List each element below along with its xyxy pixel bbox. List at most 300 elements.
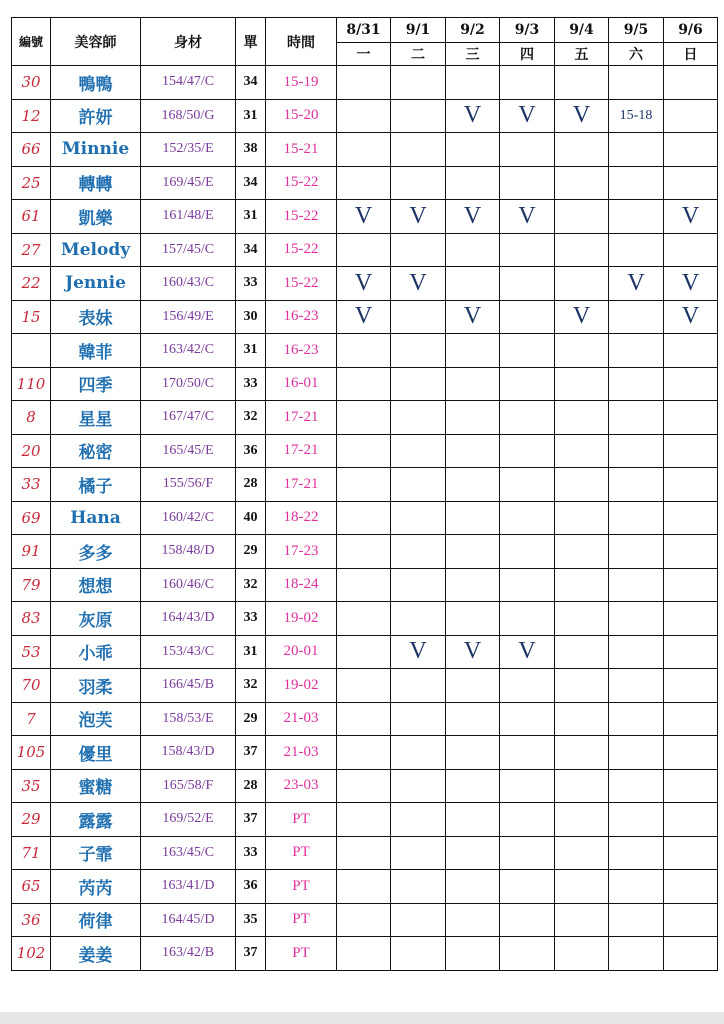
row-time: 15-22 bbox=[266, 200, 337, 234]
header-date: 8/31 bbox=[337, 18, 391, 43]
header-name: 美容師 bbox=[51, 18, 141, 66]
day-cell bbox=[391, 334, 446, 368]
row-time: 23-03 bbox=[266, 769, 337, 803]
day-cell bbox=[664, 602, 718, 636]
row-name: 許妍 bbox=[51, 99, 141, 133]
table-row bbox=[12, 736, 718, 770]
header-date: 9/3 bbox=[500, 18, 555, 43]
table-row bbox=[12, 769, 718, 803]
day-cell: V bbox=[446, 300, 500, 334]
day-cell bbox=[664, 334, 718, 368]
day-cell bbox=[609, 434, 664, 468]
row-id: 105 bbox=[12, 736, 51, 770]
day-cell bbox=[337, 99, 391, 133]
header-weekday: 日 bbox=[664, 43, 718, 66]
row-id: 102 bbox=[12, 937, 51, 971]
row-id: 110 bbox=[12, 367, 51, 401]
day-cell: V bbox=[555, 300, 609, 334]
table-row bbox=[12, 836, 718, 870]
day-cell bbox=[609, 635, 664, 669]
day-cell bbox=[446, 434, 500, 468]
day-cell bbox=[664, 937, 718, 971]
day-cell bbox=[337, 133, 391, 167]
header-weekday: 六 bbox=[609, 43, 664, 66]
day-cell bbox=[555, 836, 609, 870]
table-row bbox=[12, 870, 718, 904]
row-time: 18-22 bbox=[266, 501, 337, 535]
row-unit: 37 bbox=[236, 937, 266, 971]
day-cell: V bbox=[391, 200, 446, 234]
day-cell bbox=[609, 367, 664, 401]
day-cell bbox=[609, 836, 664, 870]
row-id: 83 bbox=[12, 602, 51, 636]
day-cell bbox=[500, 401, 555, 435]
table-row bbox=[12, 602, 718, 636]
day-cell bbox=[391, 401, 446, 435]
row-unit: 32 bbox=[236, 669, 266, 703]
row-id: 66 bbox=[12, 133, 51, 167]
day-cell bbox=[500, 267, 555, 301]
day-cell bbox=[337, 669, 391, 703]
day-cell bbox=[664, 635, 718, 669]
day-cell: V bbox=[555, 99, 609, 133]
row-id: 33 bbox=[12, 468, 51, 502]
day-cell bbox=[555, 501, 609, 535]
row-id: 70 bbox=[12, 669, 51, 703]
day-cell bbox=[555, 166, 609, 200]
day-cell bbox=[337, 334, 391, 368]
table-row bbox=[12, 300, 718, 334]
row-unit: 34 bbox=[236, 66, 266, 100]
day-cell bbox=[446, 535, 500, 569]
header-weekday: 三 bbox=[446, 43, 500, 66]
day-cell bbox=[337, 535, 391, 569]
day-cell: V bbox=[446, 200, 500, 234]
day-cell bbox=[555, 267, 609, 301]
header-id: 編號 bbox=[12, 18, 51, 66]
day-cell bbox=[500, 568, 555, 602]
header-date: 9/1 bbox=[391, 18, 446, 43]
day-cell bbox=[555, 200, 609, 234]
day-cell bbox=[664, 803, 718, 837]
row-unit: 37 bbox=[236, 736, 266, 770]
day-cell bbox=[500, 736, 555, 770]
row-unit: 38 bbox=[236, 133, 266, 167]
row-body: 163/45/C bbox=[141, 836, 236, 870]
row-body: 165/45/E bbox=[141, 434, 236, 468]
header-unit: 單 bbox=[236, 18, 266, 66]
table-header bbox=[12, 18, 718, 66]
row-id: 8 bbox=[12, 401, 51, 435]
row-name: 子霏 bbox=[51, 836, 141, 870]
day-cell bbox=[500, 803, 555, 837]
row-body: 160/46/C bbox=[141, 568, 236, 602]
day-cell bbox=[446, 267, 500, 301]
row-time: 17-21 bbox=[266, 434, 337, 468]
day-cell bbox=[500, 937, 555, 971]
row-id: 25 bbox=[12, 166, 51, 200]
day-cell bbox=[555, 803, 609, 837]
day-cell bbox=[446, 803, 500, 837]
row-body: 154/47/C bbox=[141, 66, 236, 100]
row-body: 158/48/D bbox=[141, 535, 236, 569]
row-unit: 36 bbox=[236, 434, 266, 468]
day-cell bbox=[446, 937, 500, 971]
row-body: 165/58/F bbox=[141, 769, 236, 803]
table-row bbox=[12, 200, 718, 234]
table-row bbox=[12, 937, 718, 971]
day-cell bbox=[500, 602, 555, 636]
row-unit: 33 bbox=[236, 367, 266, 401]
table-row bbox=[12, 99, 718, 133]
row-time: 20-01 bbox=[266, 635, 337, 669]
day-cell bbox=[446, 66, 500, 100]
day-cell bbox=[664, 434, 718, 468]
table-row bbox=[12, 803, 718, 837]
day-cell bbox=[555, 367, 609, 401]
row-body: 161/48/E bbox=[141, 200, 236, 234]
day-cell bbox=[500, 367, 555, 401]
table-row bbox=[12, 501, 718, 535]
row-id: 30 bbox=[12, 66, 51, 100]
day-cell bbox=[337, 870, 391, 904]
day-cell bbox=[391, 133, 446, 167]
day-cell bbox=[609, 300, 664, 334]
row-time: 21-03 bbox=[266, 702, 337, 736]
day-cell bbox=[664, 367, 718, 401]
row-unit: 29 bbox=[236, 702, 266, 736]
day-cell bbox=[609, 200, 664, 234]
day-cell bbox=[391, 602, 446, 636]
row-name: 想想 bbox=[51, 568, 141, 602]
day-cell bbox=[664, 568, 718, 602]
day-cell bbox=[391, 535, 446, 569]
row-body: 169/52/E bbox=[141, 803, 236, 837]
row-unit: 31 bbox=[236, 635, 266, 669]
row-id: 29 bbox=[12, 803, 51, 837]
day-cell bbox=[609, 133, 664, 167]
row-time: 17-21 bbox=[266, 401, 337, 435]
day-cell: V bbox=[500, 635, 555, 669]
row-id: 12 bbox=[12, 99, 51, 133]
day-cell: V bbox=[664, 267, 718, 301]
day-cell bbox=[391, 434, 446, 468]
row-time: 16-01 bbox=[266, 367, 337, 401]
table-row bbox=[12, 702, 718, 736]
day-cell bbox=[664, 401, 718, 435]
day-cell bbox=[391, 300, 446, 334]
day-cell bbox=[664, 870, 718, 904]
day-cell bbox=[337, 937, 391, 971]
day-cell bbox=[500, 300, 555, 334]
day-cell bbox=[337, 568, 391, 602]
row-body: 170/50/C bbox=[141, 367, 236, 401]
day-cell bbox=[337, 401, 391, 435]
day-cell bbox=[664, 736, 718, 770]
day-cell: V bbox=[664, 200, 718, 234]
day-cell bbox=[555, 401, 609, 435]
header-weekday: 一 bbox=[337, 43, 391, 66]
row-unit: 35 bbox=[236, 903, 266, 937]
day-cell bbox=[446, 602, 500, 636]
day-cell bbox=[609, 769, 664, 803]
row-name: Hana bbox=[51, 501, 141, 535]
day-cell bbox=[446, 903, 500, 937]
day-cell bbox=[391, 769, 446, 803]
row-body: 169/45/E bbox=[141, 166, 236, 200]
day-cell bbox=[609, 602, 664, 636]
day-cell: V bbox=[391, 267, 446, 301]
day-cell bbox=[337, 468, 391, 502]
row-body: 156/49/E bbox=[141, 300, 236, 334]
day-cell bbox=[446, 769, 500, 803]
row-time: 15-22 bbox=[266, 166, 337, 200]
row-unit: 40 bbox=[236, 501, 266, 535]
day-cell bbox=[391, 166, 446, 200]
row-time: PT bbox=[266, 937, 337, 971]
row-id: 91 bbox=[12, 535, 51, 569]
day-cell bbox=[500, 434, 555, 468]
row-unit: 31 bbox=[236, 200, 266, 234]
row-id: 7 bbox=[12, 702, 51, 736]
row-body: 166/45/B bbox=[141, 669, 236, 703]
table-row bbox=[12, 468, 718, 502]
row-body: 164/43/D bbox=[141, 602, 236, 636]
day-cell bbox=[664, 535, 718, 569]
day-cell bbox=[391, 367, 446, 401]
day-cell bbox=[446, 669, 500, 703]
day-cell bbox=[609, 501, 664, 535]
row-id: 22 bbox=[12, 267, 51, 301]
row-id: 79 bbox=[12, 568, 51, 602]
table-row bbox=[12, 635, 718, 669]
day-cell: 15-18 bbox=[609, 99, 664, 133]
row-unit: 30 bbox=[236, 300, 266, 334]
day-cell: V bbox=[500, 99, 555, 133]
day-cell bbox=[555, 535, 609, 569]
row-id: 69 bbox=[12, 501, 51, 535]
day-cell bbox=[500, 535, 555, 569]
day-cell bbox=[446, 501, 500, 535]
row-name: 小乖 bbox=[51, 635, 141, 669]
row-time: 19-02 bbox=[266, 669, 337, 703]
day-cell bbox=[446, 166, 500, 200]
day-cell bbox=[555, 769, 609, 803]
row-time: PT bbox=[266, 803, 337, 837]
row-id: 27 bbox=[12, 233, 51, 267]
day-cell bbox=[664, 669, 718, 703]
row-name: 四季 bbox=[51, 367, 141, 401]
day-cell bbox=[664, 66, 718, 100]
day-cell bbox=[337, 166, 391, 200]
table-row bbox=[12, 367, 718, 401]
day-cell: V bbox=[446, 635, 500, 669]
row-name: 橘子 bbox=[51, 468, 141, 502]
day-cell bbox=[555, 133, 609, 167]
table-body bbox=[12, 66, 718, 971]
row-name: Melody bbox=[51, 233, 141, 267]
day-cell bbox=[337, 367, 391, 401]
day-cell bbox=[609, 468, 664, 502]
day-cell bbox=[337, 903, 391, 937]
row-name: Minnie bbox=[51, 133, 141, 167]
table-row bbox=[12, 66, 718, 100]
row-time: 19-02 bbox=[266, 602, 337, 636]
table-row bbox=[12, 133, 718, 167]
table-row bbox=[12, 568, 718, 602]
row-name: 多多 bbox=[51, 535, 141, 569]
day-cell: V bbox=[337, 300, 391, 334]
day-cell bbox=[391, 836, 446, 870]
day-cell bbox=[609, 736, 664, 770]
row-id: 53 bbox=[12, 635, 51, 669]
row-body: 168/50/G bbox=[141, 99, 236, 133]
row-unit: 32 bbox=[236, 568, 266, 602]
header-weekday: 五 bbox=[555, 43, 609, 66]
day-cell bbox=[500, 769, 555, 803]
day-cell bbox=[446, 233, 500, 267]
row-name: 星星 bbox=[51, 401, 141, 435]
day-cell bbox=[391, 937, 446, 971]
row-name: 泡芙 bbox=[51, 702, 141, 736]
day-cell bbox=[446, 334, 500, 368]
day-cell bbox=[664, 836, 718, 870]
row-body: 152/35/E bbox=[141, 133, 236, 167]
day-cell bbox=[609, 401, 664, 435]
day-cell bbox=[555, 702, 609, 736]
day-cell bbox=[446, 736, 500, 770]
row-body: 163/41/D bbox=[141, 870, 236, 904]
row-name: 秘密 bbox=[51, 434, 141, 468]
day-cell bbox=[446, 468, 500, 502]
row-id: 71 bbox=[12, 836, 51, 870]
day-cell bbox=[664, 468, 718, 502]
day-cell bbox=[500, 669, 555, 703]
row-body: 158/43/D bbox=[141, 736, 236, 770]
row-time: 15-20 bbox=[266, 99, 337, 133]
header-body: 身材 bbox=[141, 18, 236, 66]
day-cell bbox=[500, 166, 555, 200]
row-name: 灰原 bbox=[51, 602, 141, 636]
row-name: 轉轉 bbox=[51, 166, 141, 200]
header-weekday: 二 bbox=[391, 43, 446, 66]
row-unit: 34 bbox=[236, 233, 266, 267]
row-unit: 33 bbox=[236, 267, 266, 301]
row-id: 35 bbox=[12, 769, 51, 803]
day-cell bbox=[337, 702, 391, 736]
row-id: 65 bbox=[12, 870, 51, 904]
day-cell bbox=[446, 702, 500, 736]
header-weekday: 四 bbox=[500, 43, 555, 66]
row-id: 15 bbox=[12, 300, 51, 334]
day-cell bbox=[609, 568, 664, 602]
day-cell bbox=[609, 803, 664, 837]
row-time: PT bbox=[266, 903, 337, 937]
day-cell bbox=[609, 937, 664, 971]
day-cell bbox=[500, 836, 555, 870]
row-name: 凱樂 bbox=[51, 200, 141, 234]
row-unit: 29 bbox=[236, 535, 266, 569]
row-body: 163/42/B bbox=[141, 937, 236, 971]
day-cell bbox=[391, 99, 446, 133]
day-cell bbox=[391, 233, 446, 267]
row-body: 157/45/C bbox=[141, 233, 236, 267]
day-cell bbox=[664, 233, 718, 267]
row-body: 167/47/C bbox=[141, 401, 236, 435]
day-cell bbox=[500, 468, 555, 502]
day-cell bbox=[609, 334, 664, 368]
header-date: 9/5 bbox=[609, 18, 664, 43]
row-unit: 34 bbox=[236, 166, 266, 200]
row-name: 優里 bbox=[51, 736, 141, 770]
day-cell bbox=[337, 501, 391, 535]
day-cell: V bbox=[609, 267, 664, 301]
row-id: 20 bbox=[12, 434, 51, 468]
day-cell bbox=[500, 870, 555, 904]
day-cell bbox=[446, 568, 500, 602]
day-cell bbox=[609, 669, 664, 703]
day-cell bbox=[391, 669, 446, 703]
row-name: 蜜糖 bbox=[51, 769, 141, 803]
day-cell bbox=[337, 66, 391, 100]
row-body: 158/53/E bbox=[141, 702, 236, 736]
day-cell bbox=[555, 233, 609, 267]
day-cell bbox=[609, 166, 664, 200]
day-cell bbox=[664, 99, 718, 133]
day-cell bbox=[555, 568, 609, 602]
header-date: 9/4 bbox=[555, 18, 609, 43]
row-time: 21-03 bbox=[266, 736, 337, 770]
schedule-table bbox=[11, 17, 718, 971]
day-cell: V bbox=[337, 267, 391, 301]
row-body: 163/42/C bbox=[141, 334, 236, 368]
day-cell bbox=[555, 937, 609, 971]
day-cell bbox=[337, 836, 391, 870]
day-cell: V bbox=[500, 200, 555, 234]
day-cell bbox=[664, 501, 718, 535]
day-cell bbox=[337, 736, 391, 770]
day-cell bbox=[664, 702, 718, 736]
row-name: 表妹 bbox=[51, 300, 141, 334]
header-date: 9/6 bbox=[664, 18, 718, 43]
row-id: 61 bbox=[12, 200, 51, 234]
day-cell bbox=[664, 769, 718, 803]
day-cell bbox=[555, 669, 609, 703]
day-cell bbox=[555, 468, 609, 502]
row-unit: 32 bbox=[236, 401, 266, 435]
row-body: 155/56/F bbox=[141, 468, 236, 502]
table-row bbox=[12, 401, 718, 435]
row-id bbox=[12, 334, 51, 368]
row-body: 164/45/D bbox=[141, 903, 236, 937]
row-body: 160/42/C bbox=[141, 501, 236, 535]
day-cell bbox=[500, 501, 555, 535]
row-name: 露露 bbox=[51, 803, 141, 837]
day-cell bbox=[555, 66, 609, 100]
row-name: Jennie bbox=[51, 267, 141, 301]
day-cell bbox=[609, 702, 664, 736]
row-unit: 37 bbox=[236, 803, 266, 837]
day-cell bbox=[337, 434, 391, 468]
row-body: 160/43/C bbox=[141, 267, 236, 301]
row-time: 17-23 bbox=[266, 535, 337, 569]
row-time: 16-23 bbox=[266, 300, 337, 334]
table-row bbox=[12, 669, 718, 703]
day-cell bbox=[337, 803, 391, 837]
day-cell bbox=[391, 736, 446, 770]
row-time: 17-21 bbox=[266, 468, 337, 502]
day-cell bbox=[391, 568, 446, 602]
